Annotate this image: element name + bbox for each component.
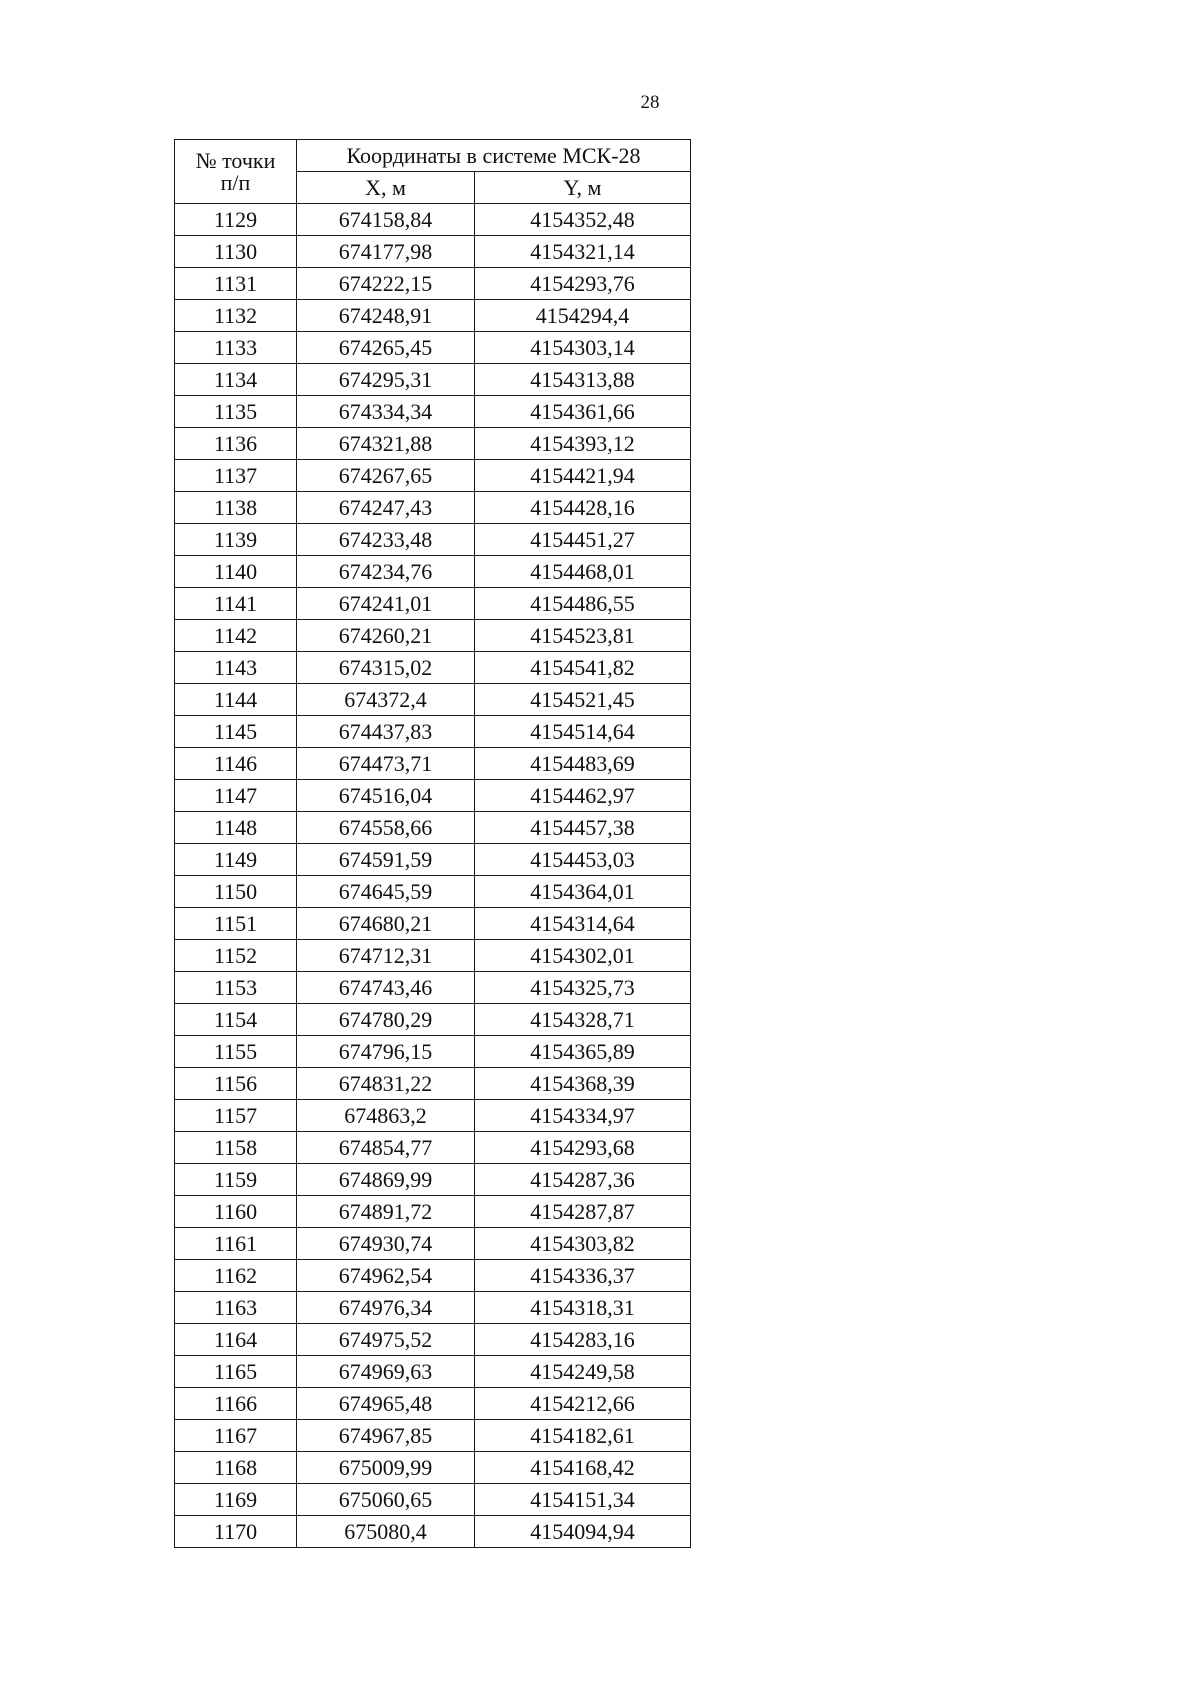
x-coordinate-cell: 674295,31 xyxy=(297,364,475,396)
point-number-header-line2: п/п xyxy=(220,169,251,195)
table-row xyxy=(175,236,691,268)
y-coordinate-cell: 4154541,82 xyxy=(475,652,691,684)
y-coordinate-cell: 4154483,69 xyxy=(475,748,691,780)
x-coordinate-cell: 674222,15 xyxy=(297,268,475,300)
y-coordinate-cell: 4154313,88 xyxy=(475,364,691,396)
y-coordinate-cell: 4154368,39 xyxy=(475,1068,691,1100)
table-row xyxy=(175,1292,691,1324)
point-number-cell: 1156 xyxy=(175,1068,297,1100)
table-row xyxy=(175,1324,691,1356)
y-coordinate-cell: 4154365,89 xyxy=(475,1036,691,1068)
point-number-cell: 1163 xyxy=(175,1292,297,1324)
table-row xyxy=(175,428,691,460)
page-number: 28 xyxy=(640,92,660,113)
table-row xyxy=(175,1100,691,1132)
point-number-cell: 1150 xyxy=(175,876,297,908)
table-row xyxy=(175,588,691,620)
point-number-cell: 1167 xyxy=(175,1420,297,1452)
table-row xyxy=(175,940,691,972)
x-coordinate-cell: 674248,91 xyxy=(297,300,475,332)
x-coordinate-cell: 674516,04 xyxy=(297,780,475,812)
y-coordinate-cell: 4154486,55 xyxy=(475,588,691,620)
y-coordinate-cell: 4154293,76 xyxy=(475,268,691,300)
x-coordinate-cell: 674780,29 xyxy=(297,1004,475,1036)
x-coordinate-cell: 674334,34 xyxy=(297,396,475,428)
table-row xyxy=(175,748,691,780)
point-number-cell: 1170 xyxy=(175,1516,297,1548)
point-number-cell: 1155 xyxy=(175,1036,297,1068)
x-coordinate-cell: 674241,01 xyxy=(297,588,475,620)
point-number-cell: 1157 xyxy=(175,1100,297,1132)
y-coordinate-cell: 4154514,64 xyxy=(475,716,691,748)
y-coordinate-cell: 4154462,97 xyxy=(475,780,691,812)
point-number-cell: 1139 xyxy=(175,524,297,556)
x-coordinate-cell: 674234,76 xyxy=(297,556,475,588)
point-number-cell: 1159 xyxy=(175,1164,297,1196)
y-coordinate-cell: 4154168,42 xyxy=(475,1452,691,1484)
point-number-cell: 1131 xyxy=(175,268,297,300)
x-coordinate-cell: 675080,4 xyxy=(297,1516,475,1548)
y-coordinate-cell: 4154421,94 xyxy=(475,460,691,492)
point-number-cell: 1133 xyxy=(175,332,297,364)
x-coordinate-cell: 674247,43 xyxy=(297,492,475,524)
x-coordinate-cell: 674976,34 xyxy=(297,1292,475,1324)
y-coordinate-cell: 4154523,81 xyxy=(475,620,691,652)
table-header xyxy=(175,140,691,204)
y-coordinate-cell: 4154521,45 xyxy=(475,684,691,716)
x-coordinate-cell: 674831,22 xyxy=(297,1068,475,1100)
y-coordinate-cell: 4154318,31 xyxy=(475,1292,691,1324)
x-coordinate-cell: 674645,59 xyxy=(297,876,475,908)
table-row xyxy=(175,524,691,556)
table-row xyxy=(175,300,691,332)
point-number-cell: 1151 xyxy=(175,908,297,940)
point-number-cell: 1146 xyxy=(175,748,297,780)
x-coordinate-cell: 675060,65 xyxy=(297,1484,475,1516)
table-row xyxy=(175,1260,691,1292)
point-number-cell: 1158 xyxy=(175,1132,297,1164)
table-row xyxy=(175,1420,691,1452)
x-coordinate-cell: 674891,72 xyxy=(297,1196,475,1228)
x-coordinate-cell: 674962,54 xyxy=(297,1260,475,1292)
x-coordinate-cell: 674967,85 xyxy=(297,1420,475,1452)
table-row xyxy=(175,1452,691,1484)
table-row xyxy=(175,652,691,684)
y-coordinate-cell: 4154212,66 xyxy=(475,1388,691,1420)
y-coordinate-cell: 4154364,01 xyxy=(475,876,691,908)
table-row xyxy=(175,1484,691,1516)
y-coordinate-cell: 4154328,71 xyxy=(475,1004,691,1036)
x-coordinate-cell: 674591,59 xyxy=(297,844,475,876)
point-number-cell: 1135 xyxy=(175,396,297,428)
point-number-cell: 1143 xyxy=(175,652,297,684)
table-row xyxy=(175,556,691,588)
point-number-cell: 1134 xyxy=(175,364,297,396)
table-row xyxy=(175,1388,691,1420)
x-coordinate-cell: 674854,77 xyxy=(297,1132,475,1164)
x-coordinate-cell: 674233,48 xyxy=(297,524,475,556)
y-coordinate-cell: 4154314,64 xyxy=(475,908,691,940)
point-number-cell: 1140 xyxy=(175,556,297,588)
y-coordinate-cell: 4154303,82 xyxy=(475,1228,691,1260)
table-row xyxy=(175,1164,691,1196)
x-coordinate-cell: 674965,48 xyxy=(297,1388,475,1420)
point-number-cell: 1148 xyxy=(175,812,297,844)
table-row xyxy=(175,332,691,364)
x-coordinate-cell: 674315,02 xyxy=(297,652,475,684)
x-coordinate-cell: 674265,45 xyxy=(297,332,475,364)
table-row xyxy=(175,844,691,876)
y-coordinate-cell: 4154151,34 xyxy=(475,1484,691,1516)
point-number-cell: 1164 xyxy=(175,1324,297,1356)
table-row xyxy=(175,972,691,1004)
table-row xyxy=(175,364,691,396)
point-number-cell: 1138 xyxy=(175,492,297,524)
table-row xyxy=(175,1356,691,1388)
table-row xyxy=(175,716,691,748)
y-coordinate-cell: 4154283,16 xyxy=(475,1324,691,1356)
x-coordinate-cell: 674680,21 xyxy=(297,908,475,940)
point-number-cell: 1168 xyxy=(175,1452,297,1484)
x-coordinate-cell: 674712,31 xyxy=(297,940,475,972)
x-coordinate-cell: 674558,66 xyxy=(297,812,475,844)
y-coordinate-cell: 4154334,97 xyxy=(475,1100,691,1132)
coordinates-system-header: Координаты в системе МСК-28 xyxy=(297,140,691,172)
x-coordinate-cell: 674158,84 xyxy=(297,204,475,236)
x-coordinate-cell: 674969,63 xyxy=(297,1356,475,1388)
point-number-cell: 1162 xyxy=(175,1260,297,1292)
point-number-cell: 1145 xyxy=(175,716,297,748)
y-coordinate-cell: 4154451,27 xyxy=(475,524,691,556)
x-coordinate-cell: 674930,74 xyxy=(297,1228,475,1260)
point-number-header-line1: № точки xyxy=(195,147,276,173)
point-number-cell: 1169 xyxy=(175,1484,297,1516)
y-coordinate-cell: 4154336,37 xyxy=(475,1260,691,1292)
point-number-cell: 1161 xyxy=(175,1228,297,1260)
y-coordinate-cell: 4154303,14 xyxy=(475,332,691,364)
x-column-header: X, м xyxy=(297,172,475,204)
y-coordinate-cell: 4154249,58 xyxy=(475,1356,691,1388)
y-coordinate-cell: 4154393,12 xyxy=(475,428,691,460)
point-number-cell: 1160 xyxy=(175,1196,297,1228)
point-number-cell: 1166 xyxy=(175,1388,297,1420)
y-coordinate-cell: 4154453,03 xyxy=(475,844,691,876)
table-row xyxy=(175,780,691,812)
y-coordinate-cell: 4154182,61 xyxy=(475,1420,691,1452)
x-coordinate-cell: 674869,99 xyxy=(297,1164,475,1196)
table-row xyxy=(175,268,691,300)
point-number-cell: 1142 xyxy=(175,620,297,652)
table-row xyxy=(175,620,691,652)
x-coordinate-cell: 674267,65 xyxy=(297,460,475,492)
x-coordinate-cell: 674975,52 xyxy=(297,1324,475,1356)
x-coordinate-cell: 674796,15 xyxy=(297,1036,475,1068)
point-number-cell: 1152 xyxy=(175,940,297,972)
x-coordinate-cell: 674437,83 xyxy=(297,716,475,748)
y-coordinate-cell: 4154287,87 xyxy=(475,1196,691,1228)
y-coordinate-cell: 4154094,94 xyxy=(475,1516,691,1548)
y-column-header: Y, м xyxy=(475,172,691,204)
table-row xyxy=(175,684,691,716)
x-coordinate-cell: 674177,98 xyxy=(297,236,475,268)
table-row xyxy=(175,812,691,844)
x-coordinate-cell: 674321,88 xyxy=(297,428,475,460)
table-row xyxy=(175,1132,691,1164)
point-number-cell: 1136 xyxy=(175,428,297,460)
table-row xyxy=(175,1516,691,1548)
point-number-cell: 1144 xyxy=(175,684,297,716)
point-number-cell: 1149 xyxy=(175,844,297,876)
x-coordinate-cell: 674260,21 xyxy=(297,620,475,652)
table-row xyxy=(175,492,691,524)
point-number-cell: 1154 xyxy=(175,1004,297,1036)
table-row xyxy=(175,876,691,908)
x-coordinate-cell: 674372,4 xyxy=(297,684,475,716)
point-number-cell: 1137 xyxy=(175,460,297,492)
x-coordinate-cell: 674473,71 xyxy=(297,748,475,780)
point-number-header xyxy=(175,140,297,204)
y-coordinate-cell: 4154468,01 xyxy=(475,556,691,588)
point-number-cell: 1165 xyxy=(175,1356,297,1388)
y-coordinate-cell: 4154287,36 xyxy=(475,1164,691,1196)
coordinates-table xyxy=(174,139,691,1548)
y-coordinate-cell: 4154321,14 xyxy=(475,236,691,268)
y-coordinate-cell: 4154361,66 xyxy=(475,396,691,428)
y-coordinate-cell: 4154428,16 xyxy=(475,492,691,524)
y-coordinate-cell: 4154302,01 xyxy=(475,940,691,972)
y-coordinate-cell: 4154352,48 xyxy=(475,204,691,236)
table-row xyxy=(175,396,691,428)
x-coordinate-cell: 674863,2 xyxy=(297,1100,475,1132)
table-row xyxy=(175,1036,691,1068)
table-row xyxy=(175,1068,691,1100)
y-coordinate-cell: 4154293,68 xyxy=(475,1132,691,1164)
point-number-cell: 1132 xyxy=(175,300,297,332)
table-row xyxy=(175,908,691,940)
point-number-cell: 1147 xyxy=(175,780,297,812)
table-row xyxy=(175,1196,691,1228)
point-number-cell: 1141 xyxy=(175,588,297,620)
table-body xyxy=(175,204,691,1548)
y-coordinate-cell: 4154325,73 xyxy=(475,972,691,1004)
y-coordinate-cell: 4154294,4 xyxy=(475,300,691,332)
point-number-cell: 1129 xyxy=(175,204,297,236)
x-coordinate-cell: 675009,99 xyxy=(297,1452,475,1484)
y-coordinate-cell: 4154457,38 xyxy=(475,812,691,844)
point-number-cell: 1153 xyxy=(175,972,297,1004)
table-row xyxy=(175,460,691,492)
point-number-cell: 1130 xyxy=(175,236,297,268)
table-row xyxy=(175,204,691,236)
x-coordinate-cell: 674743,46 xyxy=(297,972,475,1004)
table-row xyxy=(175,1228,691,1260)
table-row xyxy=(175,1004,691,1036)
